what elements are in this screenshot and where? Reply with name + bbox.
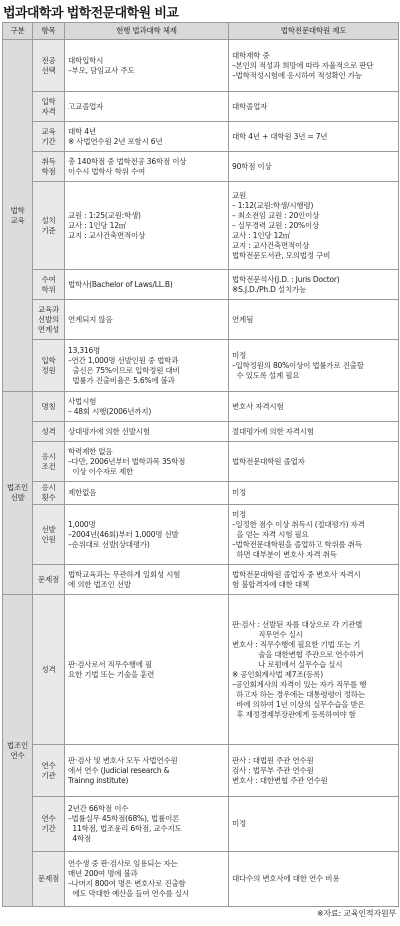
law-school-cell-line: 미정 [232, 350, 247, 360]
law-school-cell-line: 연계됨 [232, 314, 254, 324]
law-school-cell-line: 교원 [232, 190, 247, 200]
law-school-cell [229, 797, 399, 852]
law-school-cell [229, 482, 399, 505]
header-item: 항목 [33, 23, 65, 40]
current-system-cell-line: 1,000명 [68, 519, 96, 529]
table-row [3, 745, 399, 797]
item-cell-line: 선발의 [37, 314, 60, 324]
table-row [3, 92, 399, 122]
law-school-cell [229, 565, 399, 595]
law-school-cell-line: 법학전문대학원 졸업자 중 변호사 자격시 [232, 569, 361, 579]
table-row [3, 797, 399, 852]
current-system-cell-line: 연계되지 않음 [68, 314, 113, 324]
item-cell-line: 선택 [41, 65, 56, 75]
law-school-cell-line: –법학전문대학원을 졸업하고 학위를 취득 [232, 539, 362, 549]
header-current-system: 현행 법과대학 체제 [65, 23, 229, 40]
law-school-cell-line: 대학 4년 + 대학원 3년 = 7년 [232, 131, 328, 141]
law-school-cell-line: 하고자 하는 경우에는 대통령령이 정하는 [232, 689, 365, 699]
table-row [3, 482, 399, 505]
item-cell [33, 422, 65, 442]
law-school-cell-line: 검사 : 법무부 주관 연수원 [232, 765, 314, 775]
item-cell [33, 505, 65, 565]
item-cell-line: 기간 [41, 824, 56, 833]
current-system-cell [65, 122, 229, 152]
item-cell-line: 연계성 [37, 324, 60, 334]
item-cell-line: 입학 [41, 96, 56, 106]
item-cell-line: 연수 [41, 760, 56, 770]
law-school-cell [229, 595, 399, 745]
current-system-cell-line: 에도 막대한 예산을 들여 연수를 실시 [68, 889, 189, 898]
law-school-cell-line: 변호사 자격시험 [232, 401, 284, 411]
current-system-cell [65, 422, 229, 442]
item-cell [33, 270, 65, 300]
law-school-cell-line: –일정한 점수 이상 취득시 (절대평가) 자격 [232, 519, 365, 529]
law-school-cell-line: 술을 대한변협 주관으로 연수하거 [232, 649, 364, 659]
table-row [3, 565, 399, 595]
item-cell-line: 응시 [41, 451, 56, 461]
item-cell [33, 442, 65, 482]
law-school-cell [229, 422, 399, 442]
current-system-cell-line: ※ 사법연수원 2년 포함시 6년 [68, 136, 163, 146]
law-school-cell-line: 미정 [232, 819, 247, 828]
item-cell-line: 응시 [41, 483, 56, 492]
current-system-cell-line: 매년 200여 명에 불과 [68, 869, 138, 878]
current-system-cell-line: 에 의한 법조인 선발 [68, 579, 131, 589]
law-school-cell-line: 판사 : 대법원 주관 연수원 [232, 755, 314, 765]
group-label-line: 교육 [10, 215, 25, 225]
current-system-cell-line: 11학점, 법조윤리 6학점, 교수지도 [68, 824, 182, 833]
current-system-cell-line: 판·검사 및 변호사 모두 사법연수원 [68, 755, 178, 765]
law-school-cell-line: 을 얻는 자격 시험 필요 [232, 529, 309, 539]
item-cell-line: 문제점 [37, 574, 60, 584]
law-school-cell [229, 505, 399, 565]
item-cell-line: 학위 [41, 284, 56, 294]
law-school-cell-line: 법학전문도서관, 모의법정 구비 [232, 250, 331, 260]
item-cell-line: 교육과 [37, 304, 60, 314]
current-system-cell [65, 595, 229, 745]
item-cell [33, 152, 65, 182]
current-system-cell-line: 이수시 법학사 학위 수여 [68, 166, 146, 176]
page-title: 법과대학과 법학전문대학원 비교 [3, 6, 179, 21]
group-label-line: 연수 [10, 750, 25, 760]
item-cell [33, 482, 65, 505]
current-system-cell-line: –다만, 2006년부터 법학과목 35학점 [68, 456, 186, 466]
table-row [3, 340, 399, 392]
item-cell [33, 852, 65, 907]
item-cell-line: 교육 [41, 126, 56, 136]
item-cell [33, 745, 65, 797]
table-row [3, 505, 399, 565]
law-school-cell-line: 미정 [232, 488, 247, 497]
current-system-cell-line: –연간 1,000명 선발인원 중 법학과 [68, 355, 179, 365]
current-system-cell [65, 442, 229, 482]
current-system-cell [65, 270, 229, 300]
group-label [3, 40, 33, 392]
law-school-cell-line: 절대평가에 의한 자격시험 [232, 426, 314, 436]
item-cell-line: 자격 [41, 106, 56, 116]
source-note: ※자료: 교육인적자원부 [316, 909, 396, 918]
law-school-cell-line: 수 있도록 설계 필요 [232, 370, 300, 380]
law-school-cell [229, 392, 399, 422]
current-system-cell [65, 565, 229, 595]
item-cell-line: 학점 [41, 166, 56, 176]
table-row [3, 122, 399, 152]
current-system-cell [65, 797, 229, 852]
law-school-cell-line: 교지 : 교사건축면적이상 [232, 240, 310, 250]
table-header-row [3, 23, 399, 40]
current-system-cell [65, 92, 229, 122]
item-cell-line: 성격 [41, 664, 56, 674]
item-cell-line: 선발 [41, 524, 56, 534]
item-cell-line: 전공 [41, 55, 56, 65]
current-system-cell [65, 182, 229, 270]
law-school-cell-line: 변호사 : 직무수행에 필요한 기법 또는 기 [232, 639, 361, 649]
item-cell [33, 40, 65, 92]
group-label-line: 법학 [10, 205, 25, 215]
group-label-line: 법조인 [6, 483, 29, 492]
law-school-cell-line: 90학점 이상 [232, 161, 272, 171]
law-school-cell-line: – 1:12(교원:학생/시행령) [232, 200, 314, 210]
current-system-cell-line: 학력제한 없음 [68, 446, 113, 456]
table-row [3, 422, 399, 442]
current-system-cell-line: 제한없음 [68, 488, 97, 497]
item-cell [33, 122, 65, 152]
item-cell [33, 92, 65, 122]
current-system-cell-line: 대학입학시 [68, 55, 104, 65]
law-school-cell-line: –법학적성시험에 응시하여 적성확인 가능 [232, 70, 362, 80]
item-cell-line: 기관 [41, 770, 56, 780]
current-system-cell-line: 총 140학점 중 법학전공 36학점 이상 [68, 156, 187, 166]
group-label [3, 595, 33, 907]
current-system-cell-line: 출신은 75%이므로 입학정원 대비 [68, 365, 180, 375]
law-school-cell [229, 182, 399, 270]
current-system-cell [65, 340, 229, 392]
law-school-cell-line: 법학전문대학원 졸업자 [232, 456, 305, 466]
law-school-cell-line: 미정 [232, 509, 247, 519]
current-system-cell-line: 고교졸업자 [68, 101, 104, 111]
current-system-cell-line: 교지 : 교사건축면적이상 [68, 230, 146, 240]
current-system-cell [65, 40, 229, 92]
item-cell-line: 횟수 [41, 493, 56, 502]
law-school-cell [229, 745, 399, 797]
law-school-cell-line: –본인의 적성과 희망에 따라 자율적으로 판단 [232, 60, 374, 70]
current-system-cell [65, 152, 229, 182]
item-cell-line: 인원 [41, 534, 56, 544]
table-row [3, 182, 399, 270]
law-school-cell [229, 40, 399, 92]
law-school-cell [229, 852, 399, 907]
current-system-cell-line: 법률가 진출비율은 5.6%에 불과 [68, 375, 175, 385]
group-label [3, 392, 33, 595]
current-system-cell-line: Trainng institute) [68, 775, 129, 785]
current-system-cell-line: – 48회 시행(2006년까지) [68, 406, 152, 416]
item-cell-line: 기간 [41, 136, 56, 146]
current-system-cell-line: 법학교육과는 무관하게 일회성 시험 [68, 569, 181, 579]
item-cell-line: 정원 [41, 365, 56, 375]
current-system-cell-line: –순위대로 선발(상대평가) [68, 539, 150, 549]
current-system-cell-line: 13,316명 [68, 345, 101, 355]
current-system-cell [65, 392, 229, 422]
law-school-cell [229, 122, 399, 152]
item-cell-line: 기준 [41, 225, 56, 235]
law-school-cell-line: 나 로펌에서 실무수습 실시 [232, 659, 343, 669]
item-cell-line: 입학 [41, 355, 56, 365]
item-cell [33, 300, 65, 340]
current-system-cell-line: 4학점 [68, 834, 92, 843]
current-system-cell-line: 에서 연수 (Judicial research & [68, 765, 170, 775]
current-system-cell-line: 이상 이수자로 제한 [68, 466, 134, 476]
law-school-cell-line: 대학졸업자 [232, 101, 268, 111]
current-system-cell-line: 판·검사로서 직무수행에 필 [68, 659, 153, 669]
current-system-cell [65, 300, 229, 340]
current-system-cell-line: 교원 : 1:25(교원:학생) [68, 210, 141, 220]
law-school-cell [229, 442, 399, 482]
table-row [3, 40, 399, 92]
law-school-cell-line: 법학전문석사(J.D. : Juris Doctor) [232, 274, 340, 284]
table-row [3, 595, 399, 745]
current-system-cell [65, 745, 229, 797]
current-system-cell-line: 요한 기법 또는 기술을 훈련 [68, 669, 155, 679]
item-cell [33, 595, 65, 745]
item-cell-line: 설치 [41, 215, 56, 225]
item-cell-line: 취득 [41, 156, 56, 166]
law-school-cell-line: 교사 : 1인당 12㎡ [232, 230, 291, 240]
item-cell [33, 565, 65, 595]
header-category: 구분 [3, 23, 33, 40]
current-system-cell [65, 505, 229, 565]
law-school-cell-line: 하면 대부분이 변호사 자격 취득 [232, 549, 337, 559]
current-system-cell-line: 대학 4년 [68, 126, 96, 136]
current-system-cell-line: 교사 : 1인당 12㎡ [68, 220, 127, 230]
law-school-cell-line: ※ 공인회계사법 제7조(등록) [232, 669, 323, 679]
current-system-cell-line: –나머지 800여 명은 변호사로 진출함 [68, 879, 186, 888]
law-school-cell-line: 후 재정경제부장관에게 등록하여야 함 [232, 709, 356, 719]
item-cell [33, 182, 65, 270]
item-cell-line: 수여 [41, 274, 56, 284]
current-system-cell-line: –부모, 담임교사 주도 [68, 65, 135, 75]
table-row [3, 442, 399, 482]
item-cell [33, 392, 65, 422]
law-school-cell [229, 92, 399, 122]
law-school-cell-line: 판·검사 : 선발된 자를 대상으로 각 기관별 [232, 619, 363, 629]
comparison-table [2, 22, 399, 907]
law-school-cell [229, 300, 399, 340]
law-school-cell-line: –공인회계사의 자격이 있는 자가 직무를 행 [232, 679, 367, 689]
law-school-cell [229, 152, 399, 182]
law-school-cell-line: – 최소전임 교원 : 20인이상 [232, 210, 320, 220]
current-system-cell-line: –법률실무 45학점(68%), 법률이론 [68, 814, 180, 823]
law-school-cell-line: 대다수의 변호사에 대한 연수 비용 [232, 874, 340, 883]
law-school-cell-line: 대학재학 중 [232, 50, 270, 60]
item-cell-line: 명칭 [41, 401, 56, 411]
law-school-cell-line: 험 불합격자에 대한 대책 [232, 579, 310, 589]
law-school-cell-line: – 실무경력 교원 : 20%이상 [232, 220, 320, 230]
table-row [3, 392, 399, 422]
table-row [3, 852, 399, 907]
current-system-cell-line: 연수생 중 판·검사로 임용되는 자는 [68, 859, 178, 868]
header-law-school-system: 법학전문대학원 제도 [229, 23, 399, 40]
law-school-cell [229, 270, 399, 300]
current-system-cell-line: 법학사(Bachelor of Laws/LL.B) [68, 279, 173, 289]
law-school-cell-line: ※S.J.D./Ph.D 설치가능 [232, 284, 307, 294]
group-label-line: 법조인 [6, 740, 29, 750]
item-cell-line: 조건 [41, 461, 56, 471]
item-cell-line: 문제점 [37, 874, 60, 883]
item-cell [33, 797, 65, 852]
law-school-cell [229, 340, 399, 392]
table-row [3, 270, 399, 300]
current-system-cell-line: 사법시험 [68, 396, 97, 406]
table-row [3, 152, 399, 182]
item-cell-line: 연수 [41, 814, 56, 823]
current-system-cell-line: 상대평가에 의한 선발시험 [68, 426, 150, 436]
law-school-cell-line: 변호사 : 대한변협 주관 연수원 [232, 775, 328, 785]
current-system-cell [65, 482, 229, 505]
law-school-cell-line: 바에 의하여 1년 이상의 실무수습을 받은 [232, 699, 365, 709]
item-cell [33, 340, 65, 392]
group-label-line: 선발 [10, 493, 25, 502]
item-cell-line: 성격 [41, 426, 56, 436]
current-system-cell-line: –2004년(46회)부터 1,000명 선발 [68, 529, 179, 539]
law-school-cell-line: 직무연수 실시 [232, 629, 303, 639]
law-school-cell-line: –입학정원의 80%이상이 법률가로 진출할 [232, 360, 364, 370]
table-row [3, 300, 399, 340]
current-system-cell-line: 2년간 66학점 이수 [68, 804, 129, 813]
current-system-cell [65, 852, 229, 907]
